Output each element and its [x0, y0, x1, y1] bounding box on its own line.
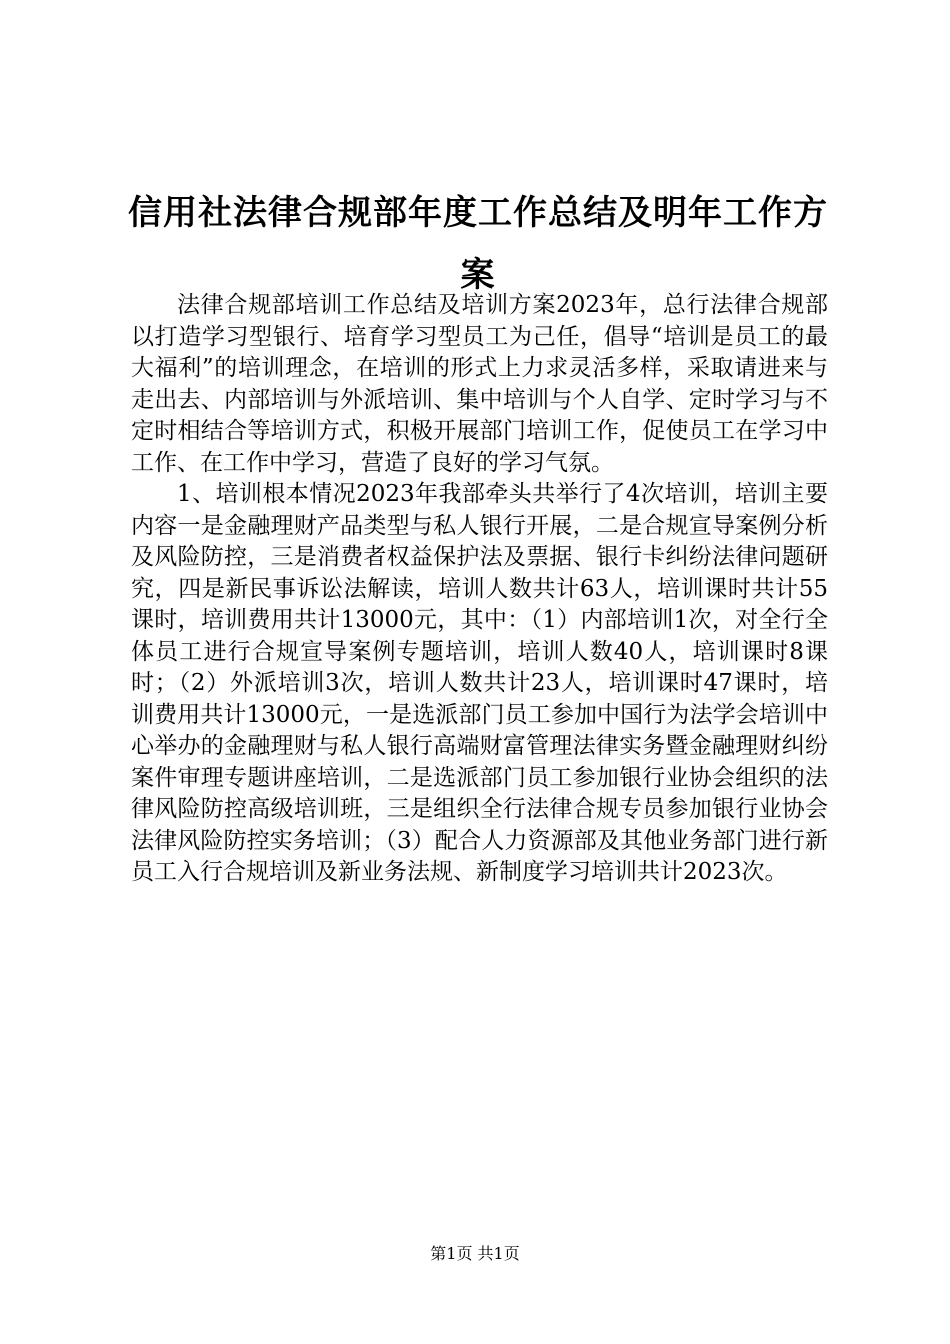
- paragraph-intro: 法律合规部培训工作总结及培训方案2023年，总行法律合规部以打造学习型银行、培育学习型员工为己任，倡导“培训是员工的最大福利”的培训理念，在培训的形式上力求灵活多样，采取请进来与走出去、内部培训与外派培训、集中培训与个人自学、定时学习与不定时相结合等培训方式，积极开展部门培训工作，促使员工在学习中工作、在工作中学习，营造了良好的学习气氛。: [131, 292, 828, 476]
- document-title: 信用社法律合规部年度工作总结及明年工作方案: [128, 193, 828, 295]
- page-footer: [0, 1242, 950, 1266]
- page-number: 第1页: [430, 1244, 473, 1263]
- document-body: [131, 290, 828, 889]
- page-total: 共1页: [477, 1244, 520, 1263]
- paragraph-training-overview: 1、培训根本情况2023年我部牵头共举行了4次培训，培训主要内容一是金融理财产品类型与私人银行开展，二是合规宣导案例分析及风险防控，三是消费者权益保护法及票据、银行卡纠纷法律问题研究，四是新民事诉讼法解读，培训人数共计63人，培训课时共计55课时，培训费用共计13000元，其中：（1）内部培训1次，对全行全体员工进行合规宣导案例专题培训，培训人数40人，培训课时8课时；（2）外派培训3次，培训人数共计23人，培训课时47课时，培训费用共计13000元，一是选派部门员工参加中国行为法学会培训中心举办的金融理财与私人银行高端财富管理法律实务暨金融理财纠纷案件审理专题讲座培训，二是选派部门员工参加银行业协会组织的法律风险防控高级培训班，三是组织全行法律合规专员参加银行业协会法律风险防控实务培训；（3）配合人力资源部及其他业务部门进行新员工入行合规培训及新业务法规、新制度学习培训共计2023次。: [131, 481, 828, 885]
